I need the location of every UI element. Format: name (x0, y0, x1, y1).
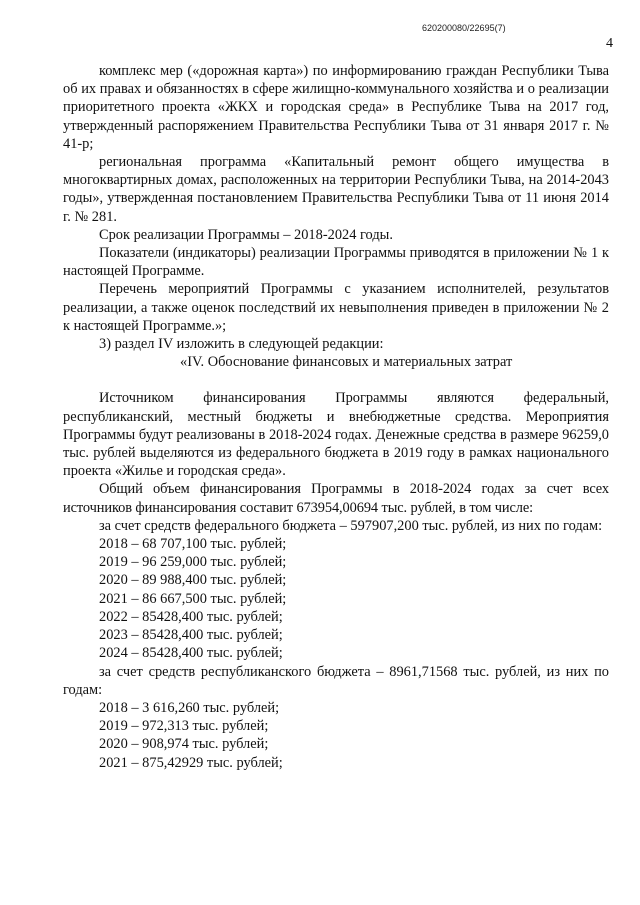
list-item: 2019 – 96 259,000 тыс. рублей; (99, 554, 287, 571)
list-item: 2021 – 875,42929 тыс. рублей; (99, 754, 283, 771)
paragraph-total-financing: Общий объем финансирования Программы в 2018-2024 годах за счет всех источников финансирования составит 673954,00694 тыс. рублей, в том числе: (63, 481, 609, 516)
list-item: 2020 – 908,974 тыс. рублей; (99, 736, 269, 753)
list-item: 2018 – 3 616,260 тыс. рублей; (99, 699, 280, 716)
paragraph-regional-program: региональная программа «Капитальный ремонт общего имущества в многоквартирных домах, расположенных на территории Республики Тыва, на 2014-2043 годы», утвержденная постановлением Правительства Республики Тыва от 11 июня 2014 г. № 281. (63, 154, 609, 225)
list-item: 2023 – 85428,400 тыс. рублей; (99, 627, 283, 644)
section-heading: «IV. Обоснование финансовых и материальных затрат (180, 354, 513, 371)
paragraph-section-amendment: 3) раздел IV изложить в следующей редакции: (99, 336, 384, 353)
paragraph-roadmap: комплекс мер («дорожная карта») по информированию граждан Республики Тыва об их правах и обязанностях в сфере жилищно-коммунального хозяйства и о реализации приоритетного проекта «ЖКХ и городская среда» в Республике Тыва на 2017 год, утвержденный распоряжением Правительства Республики Тыва от 31 января 2017 г. № 41-р; (63, 63, 609, 152)
federal-year-list (63, 535, 609, 662)
list-item: 2018 – 68 707,100 тыс. рублей; (99, 536, 287, 553)
document-body (63, 62, 609, 772)
list-item: 2020 – 89 988,400 тыс. рублей; (99, 572, 287, 589)
paragraph-federal-budget: за счет средств федерального бюджета – 597907,200 тыс. рублей, из них по годам: (99, 517, 603, 534)
page-number: 4 (606, 36, 613, 51)
paragraph-term: Срок реализации Программы – 2018-2024 годы. (99, 226, 393, 243)
list-item: 2024 – 85428,400 тыс. рублей; (99, 645, 283, 662)
list-item: 2019 – 972,313 тыс. рублей; (99, 718, 269, 735)
paragraph-financing-sources: Источником финансирования Программы являются федеральный, республиканский, местный бюджеты и внебюджетные средства. Мероприятия Программы будут реализованы в 2018-2024 годах. Денежные средства в размере 96259,0 тыс. рублей выделяются из федерального бюджета в 2019 году в рамках национального проекта «Жилье и городская среда». (63, 390, 609, 480)
republican-year-list (63, 699, 609, 772)
list-item: 2022 – 85428,400 тыс. рублей; (99, 608, 283, 625)
paragraph-indicators: Показатели (индикаторы) реализации Программы приводятся в приложении № 1 к настоящей Программе. (63, 245, 609, 280)
paragraph-measures-list: Перечень мероприятий Программы с указанием исполнителей, результатов реализации, а также оценок последствий их невыполнения приведен в приложении № 2 к настоящей Программе.»; (63, 281, 609, 334)
document-number: 620200080/22695(7) (422, 23, 506, 33)
paragraph-republican-budget: за счет средств республиканского бюджета – 8961,71568 тыс. рублей, из них по годам: (63, 663, 609, 698)
list-item: 2021 – 86 667,500 тыс. рублей; (99, 590, 287, 607)
